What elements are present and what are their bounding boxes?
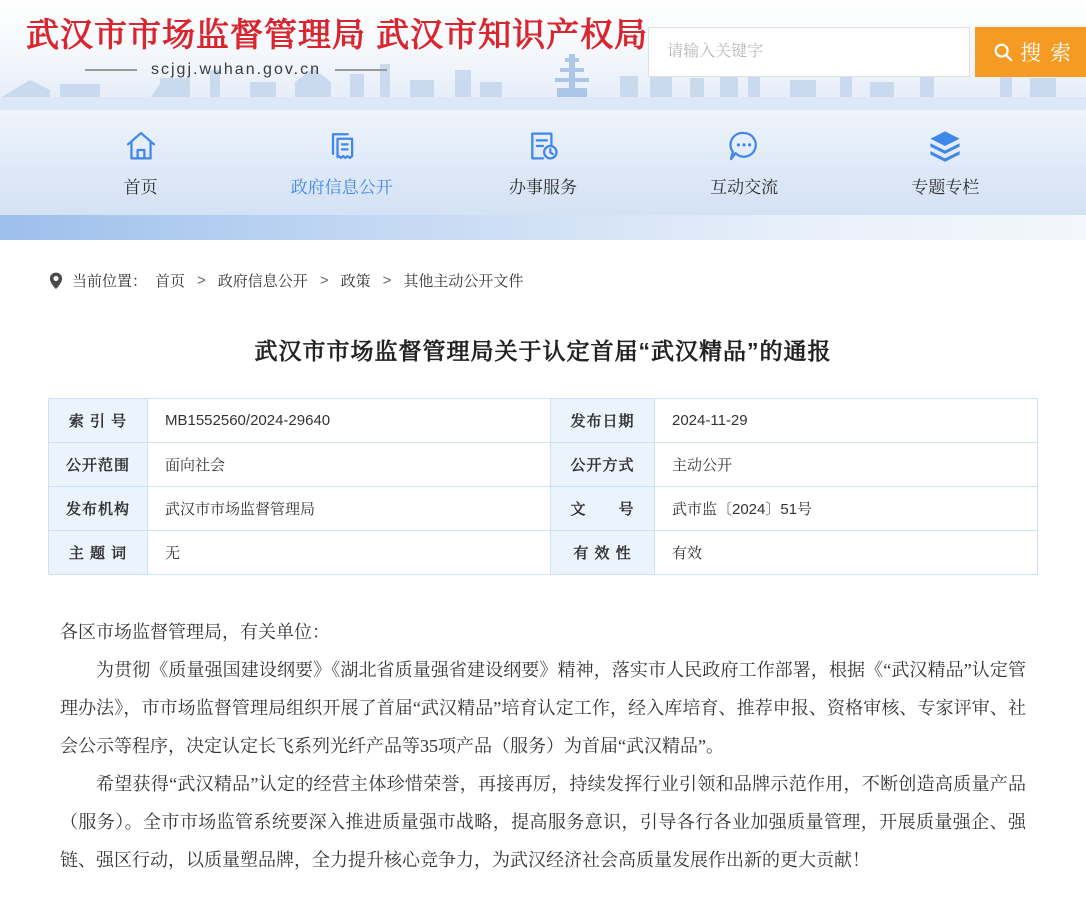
breadcrumb-item-policy[interactable]: 政策 <box>340 273 371 290</box>
breadcrumb-separator: > <box>319 272 329 289</box>
nav-item-home[interactable] <box>86 128 196 198</box>
meta-value-open-method: 主动公开 <box>655 443 1038 487</box>
search-button[interactable] <box>975 27 1086 77</box>
meta-label-publisher: 发布机构 <box>49 487 148 531</box>
header-bottom-strip <box>0 97 1086 110</box>
meta-value-validity: 有效 <box>655 531 1038 575</box>
site-header <box>0 0 1086 110</box>
nav-item-label: 办事服务 <box>508 177 577 197</box>
breadcrumb-separator: > <box>382 272 392 289</box>
nav-item-label: 首页 <box>123 177 158 197</box>
article-title: 武汉市市场监督管理局关于认定首届“武汉精品”的通报 <box>254 338 832 364</box>
meta-label-subject-words: 主 题 词 <box>49 531 148 575</box>
nav-item-services[interactable] <box>488 128 598 198</box>
search-icon <box>992 41 1014 63</box>
site-domain <box>26 61 446 79</box>
breadcrumb-item-other-docs[interactable]: 其他主动公开文件 <box>403 273 524 290</box>
meta-row <box>49 531 1038 575</box>
meta-value-open-scope: 面向社会 <box>148 443 551 487</box>
breadcrumb <box>48 240 1038 291</box>
site-title: 武汉市市场监督管理局 武汉市知识产权局 <box>26 16 649 53</box>
article-salutation: 各区市场监督管理局，有关单位： <box>60 622 330 642</box>
meta-row <box>49 487 1038 531</box>
document-meta-table <box>48 398 1038 575</box>
site-brand <box>26 14 648 79</box>
article-body <box>48 613 1038 909</box>
meta-row <box>49 443 1038 487</box>
domain-dash-left <box>85 69 137 71</box>
gov-info-icon <box>324 128 360 164</box>
meta-value-index-number: MB1552560/2024-29640 <box>148 399 551 443</box>
article-paragraph: 为贯彻《质量强国建设纲要》《湖北省质量强省建设纲要》精神，落实市人民政府工作部署，根据《“武汉精品”认定管理办法》，市市场监督管理局组织开展了首届“武汉精品”培育认定工作，经入库培育、推荐申报、资格审核、专家评审、社会公示等程序，决定认定长飞系列光纤产品等35项产品（服务）为首届“武汉精品”。 <box>60 660 1026 756</box>
meta-label-open-scope: 公开范围 <box>49 443 148 487</box>
nav-item-label: 互动交流 <box>710 177 779 197</box>
meta-label-index-number: 索 引 号 <box>49 399 148 443</box>
nav-item-gov-info[interactable] <box>287 128 397 198</box>
domain-dash-right <box>335 69 387 71</box>
search-input[interactable] <box>648 27 970 77</box>
meta-label-validity: 有 效 性 <box>551 531 655 575</box>
meta-value-publisher: 武汉市市场监督管理局 <box>148 487 551 531</box>
home-icon <box>123 128 159 164</box>
service-icon <box>525 128 561 164</box>
breadcrumb-item-gov-info[interactable]: 政府信息公开 <box>217 273 308 290</box>
site-domain-text: scjgj.wuhan.gov.cn <box>151 61 321 79</box>
special-column-icon <box>927 128 963 164</box>
search-area <box>648 27 1086 77</box>
nav-item-interaction[interactable] <box>689 128 799 198</box>
nav-item-label: 专题专栏 <box>911 177 980 197</box>
meta-label-doc-number: 文 号 <box>551 487 655 531</box>
nav-bottom-gradient-strip <box>0 215 1086 240</box>
meta-value-subject-words: 无 <box>148 531 551 575</box>
nav-item-label: 政府信息公开 <box>290 177 393 197</box>
breadcrumb-item-home[interactable]: 首页 <box>155 273 186 290</box>
search-button-label: 搜索 <box>1020 42 1081 65</box>
meta-value-doc-number: 武市监〔2024〕51号 <box>655 487 1038 531</box>
nav-item-special-columns[interactable] <box>890 128 1000 198</box>
meta-value-publish-date: 2024-11-29 <box>655 399 1038 443</box>
meta-label-open-method: 公开方式 <box>551 443 655 487</box>
article-paragraph: 希望获得“武汉精品”认定的经营主体珍惜荣誉，再接再厉，持续发挥行业引领和品牌示范作用，不断创造高质量产品（服务）。全市市场监管系统要深入推进质量强市战略，提高服务意识，引导各行各业加强质量管理，开展质量强企、强链、强区行动，以质量塑品牌，全力提升核心竞争力，为武汉经济社会高质量发展作出新的更大贡献！ <box>60 774 1026 870</box>
main-nav <box>0 110 1086 215</box>
article-page <box>0 240 1086 909</box>
meta-row <box>49 399 1038 443</box>
breadcrumb-prefix: 当前位置： <box>72 273 148 290</box>
location-pin-icon <box>48 272 64 290</box>
interaction-icon <box>726 128 762 164</box>
breadcrumb-separator: > <box>197 272 206 289</box>
meta-label-publish-date: 发布日期 <box>551 399 655 443</box>
